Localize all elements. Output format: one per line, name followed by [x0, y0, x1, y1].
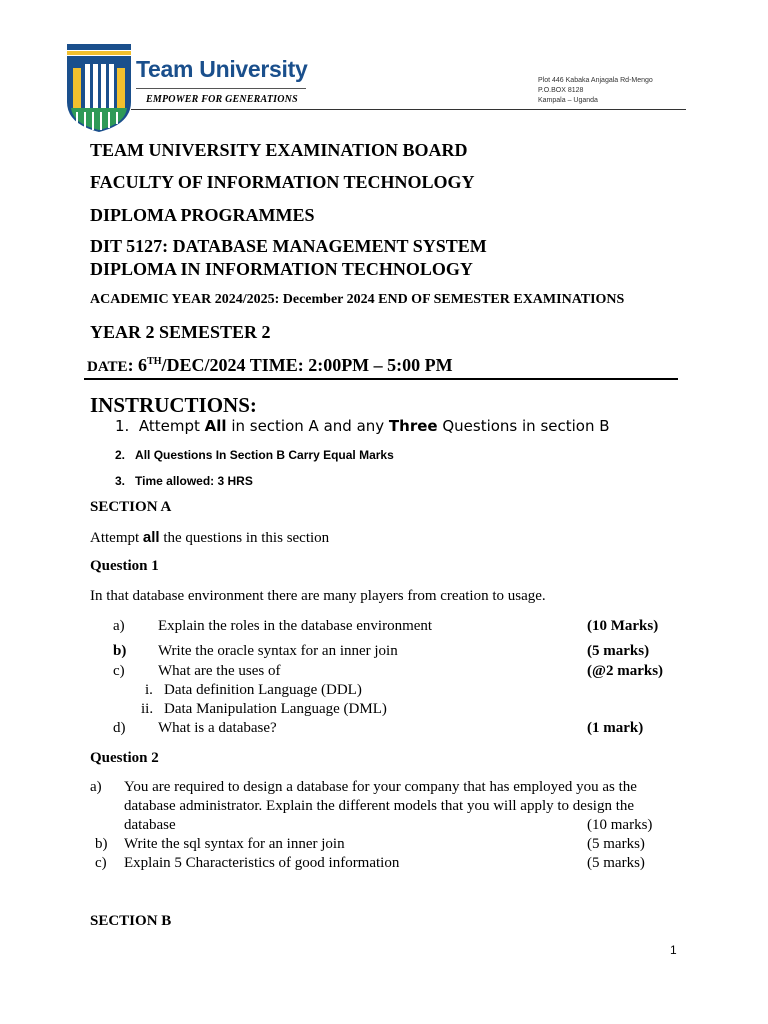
- q2-item-text: Write the sql syntax for an inner join: [124, 836, 345, 852]
- address-line: Kampala – Uganda: [538, 97, 598, 104]
- q1-subitem-text: Data Manipulation Language (DML): [164, 701, 387, 717]
- question-1-intro: In that database environment there are many players from creation to usage.: [90, 588, 546, 604]
- instruction-number: 3.: [115, 474, 126, 488]
- q2-item-text: Explain 5 Characteristics of good information: [124, 855, 400, 871]
- header-divider: [131, 109, 686, 110]
- q2-item-marks: (5 marks): [587, 836, 645, 852]
- exam-date-time: [87, 355, 453, 376]
- q2-item-text-line: database: [124, 817, 176, 833]
- q2-item-marks: (10 marks): [587, 817, 653, 833]
- q1-item-marks: (5 marks): [587, 643, 650, 659]
- instruction-item-1: [115, 417, 610, 435]
- q1-item-text: Explain the roles in the database environment: [158, 618, 433, 634]
- instruction-text: in section A and any: [226, 417, 389, 435]
- exam-board-title: TEAM UNIVERSITY EXAMINATION BOARD: [90, 140, 468, 160]
- q2-item-marks: (5 marks): [587, 855, 645, 871]
- section-b-heading: SECTION B: [90, 913, 172, 929]
- instruction-text: Questions in section B: [437, 417, 610, 435]
- instruction-emphasis: Three: [388, 417, 438, 435]
- q1-subitem-number: i.: [145, 682, 153, 698]
- q2-item-text-line: You are required to design a database for your company that has employed you as the: [124, 779, 637, 795]
- academic-year: ACADEMIC YEAR 2024/2025: December 2024 END OF SEMESTER EXAMINATIONS: [90, 292, 625, 307]
- question-1-heading: Question 1: [90, 558, 159, 574]
- address-line: P.O.BOX 8128: [538, 87, 584, 94]
- intro-text: Attempt: [90, 530, 143, 546]
- instruction-number: 2.: [115, 448, 126, 462]
- q1-item-letter: a): [113, 618, 125, 634]
- q2-item-letter: c): [95, 855, 107, 871]
- q1-item-letter: c): [113, 663, 125, 679]
- page-number: 1: [670, 943, 677, 957]
- faculty-title: FACULTY OF INFORMATION TECHNOLOGY: [90, 172, 475, 192]
- instruction-text: All Questions In Section B Carry Equal Marks: [135, 448, 394, 462]
- course-title: DIT 5127: DATABASE MANAGEMENT SYSTEM: [90, 236, 487, 256]
- q2-item-letter: b): [95, 836, 108, 852]
- section-a-heading: SECTION A: [90, 499, 172, 515]
- q1-item-letter: d): [113, 720, 126, 736]
- q1-subitem-text: Data definition Language (DDL): [164, 682, 362, 698]
- instruction-item-2: [115, 448, 394, 462]
- intro-text: the questions in this section: [159, 530, 330, 546]
- instruction-emphasis: All: [204, 417, 227, 435]
- instruction-number: 1.: [115, 417, 130, 435]
- university-name: Team University: [136, 56, 308, 82]
- brand-divider: [136, 88, 306, 89]
- programme-title: DIPLOMA PROGRAMMES: [90, 205, 315, 225]
- address-line: Plot 446 Kabaka Anjagala Rd-Mengo: [538, 77, 653, 84]
- section-a-intro: [90, 529, 329, 547]
- instructions-heading: INSTRUCTIONS:: [90, 393, 257, 417]
- date-day: : 6: [127, 355, 148, 375]
- date-label: DATE: [87, 359, 128, 375]
- instruction-item-3: [115, 474, 253, 488]
- q1-item-marks: (@2 marks): [587, 663, 664, 679]
- q1-item-marks: (10 Marks): [587, 618, 659, 634]
- date-rest: /DEC/2024 TIME: 2:00PM – 5:00 PM: [161, 355, 453, 375]
- q1-item-text: What is a database?: [158, 720, 277, 736]
- q1-item-text: What are the uses of: [158, 663, 281, 679]
- year-semester: YEAR 2 SEMESTER 2: [90, 322, 271, 342]
- q2-item-letter: a): [90, 779, 102, 795]
- q1-item-letter: b): [113, 643, 127, 659]
- question-2-heading: Question 2: [90, 750, 159, 766]
- q2-item-text-line: database administrator. Explain the different models that you will apply to design the: [124, 798, 635, 814]
- university-address: [538, 76, 653, 106]
- title-divider: [84, 378, 678, 380]
- q1-item-marks: (1 mark): [587, 720, 644, 736]
- university-logo-shield: [67, 44, 131, 132]
- intro-emphasis: all: [142, 529, 160, 546]
- q1-item-text: Write the oracle syntax for an inner join: [158, 643, 398, 659]
- university-tagline: EMPOWER FOR GENERATIONS: [146, 94, 298, 105]
- diploma-title: DIPLOMA IN INFORMATION TECHNOLOGY: [90, 259, 473, 279]
- date-suffix: TH: [147, 356, 162, 367]
- instruction-text: Attempt: [138, 417, 205, 435]
- instruction-text: Time allowed: 3 HRS: [135, 474, 253, 488]
- q1-subitem-number: ii.: [141, 701, 154, 717]
